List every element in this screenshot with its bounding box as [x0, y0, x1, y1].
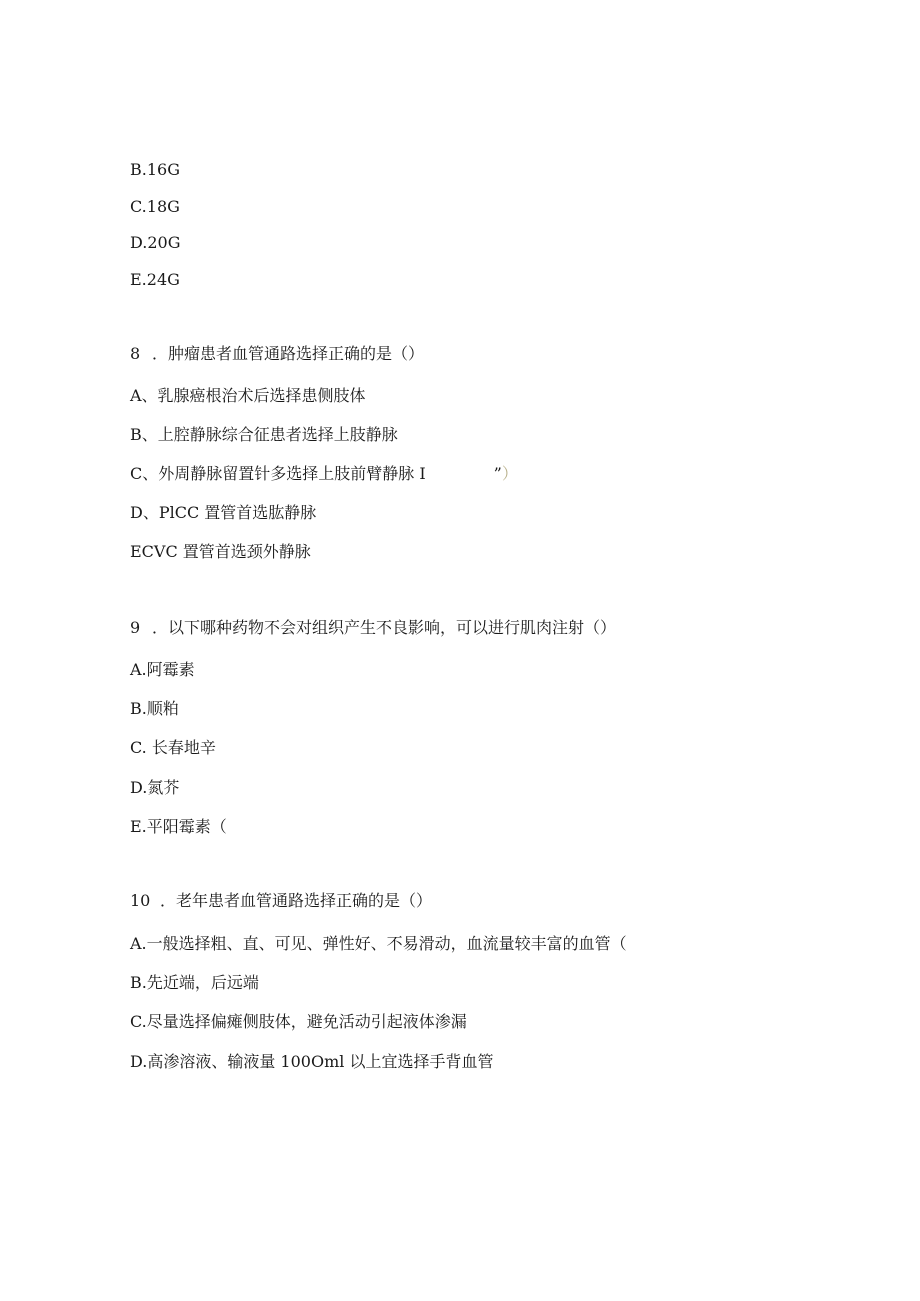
- q8-option-c: [130, 464, 518, 484]
- question-number: 9: [130, 618, 141, 637]
- option-text: C、外周静脉留置针多选择上肢前臂静脉 I: [130, 464, 426, 483]
- q8-option-e: ECVC 置管首选颈外静脉: [130, 542, 311, 561]
- option-e-prev: E.24G: [130, 270, 180, 289]
- q10-option-a: A.一般选择粗、直、可见、弹性好、不易滑动，血流量较丰富的血管（: [130, 934, 627, 953]
- q8-option-b: B、上腔静脉综合征患者选择上肢静脉: [130, 425, 398, 444]
- question-text: ．肿瘤患者血管通路选择正确的是（）: [152, 344, 425, 363]
- q9-option-d: D.氮芥: [130, 778, 180, 797]
- option-c-prev: C.18G: [130, 197, 180, 216]
- quote-mark: ”: [493, 464, 502, 483]
- q10-option-b: B.先近端，后远端: [130, 973, 259, 992]
- question-8: [130, 344, 424, 364]
- faint-paren: ）: [501, 464, 518, 483]
- question-number: 10: [130, 891, 151, 910]
- q9-option-c: C. 长春地辛: [130, 738, 216, 757]
- q9-option-e: E.平阳霉素（: [130, 817, 227, 836]
- question-text: ．以下哪种药物不会对组织产生不良影响，可以进行肌肉注射（）: [152, 618, 617, 637]
- question-number: 8: [130, 344, 141, 363]
- q8-option-a: A、乳腺癌根治术后选择患侧肢体: [130, 386, 366, 405]
- q8-option-d: D、PlCC 置管首选肱静脉: [130, 503, 317, 522]
- option-d-prev: D.20G: [130, 233, 181, 252]
- option-b-prev: B.16G: [130, 160, 180, 179]
- question-9: [130, 618, 616, 638]
- question-text: ．老年患者血管通路选择正确的是（）: [160, 891, 433, 910]
- q9-option-b: B.顺粕: [130, 699, 179, 718]
- q9-option-a: A.阿霉素: [130, 660, 195, 679]
- q10-option-d: D.高渗溶液、输液量 100Oml 以上宜选择手背血管: [130, 1052, 494, 1071]
- question-10: [130, 891, 432, 911]
- q10-option-c: C.尽量选择偏瘫侧肢体，避免活动引起液体渗漏: [130, 1012, 467, 1031]
